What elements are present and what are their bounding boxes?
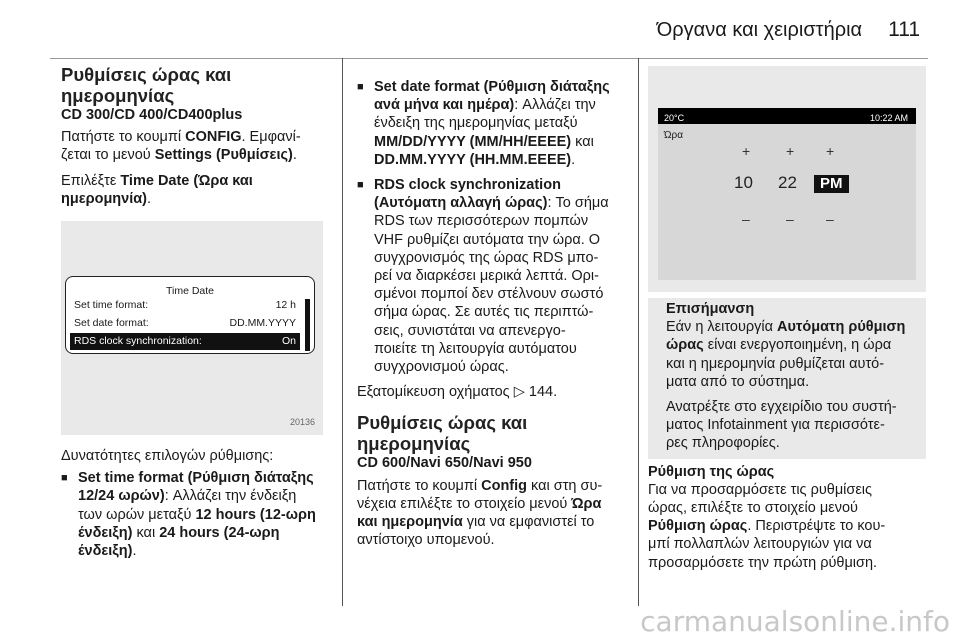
header-title: Όργανα και χειριστήρια (656, 19, 863, 41)
display-title: Time Date (165, 285, 215, 298)
hour-minus-button[interactable]: – (742, 211, 750, 227)
header-rule (50, 58, 928, 59)
ampm-value: PM (814, 175, 849, 193)
paragraph-config-2: Πατήστε το κουμπί Config και στη συ- νέχεια επιλέξτε το στοιχείο μενού Ώρα και ημερομηνία για να εμφανιστεί το αντίστοιχο υπομενού. (357, 477, 603, 549)
clock-readout: 10:22 AM (869, 113, 908, 123)
minute-value: 22 (778, 173, 797, 192)
bullet-time-format: ■ Set time format (Ρύθμιση διάταξης 12/24 ωρών): Αλλάζει την ένδειξη των ωρών μεταξύ 12 hours (12-ωρη ένδειξη) και 24 hours (24-ωρη ένδειξη). (61, 469, 333, 560)
paragraph-select: Επιλέξτε Time Date (Ώρα και ημερομηνία). (61, 172, 253, 207)
cross-reference[interactable]: Εξατομίκευση οχήματος ▷ 144. (357, 384, 558, 401)
options-intro: Δυνατότητες επιλογών ρύθμισης: (61, 448, 274, 465)
paragraph-config: Πατήστε το κουμπί CONFIG. Εμφανί- ζεται το μενού Settings (Ρυθμίσεις). (61, 129, 301, 164)
column-3 (648, 66, 928, 572)
column-1 (61, 64, 333, 560)
page-number: 111 (888, 18, 920, 41)
column-divider-2 (638, 58, 639, 606)
figure-number: 20136 (289, 416, 315, 427)
hour-value: 10 (734, 173, 753, 192)
time-screen (658, 108, 916, 280)
time-date-figure (61, 221, 323, 435)
display-scrollbar (305, 299, 310, 351)
column-divider-1 (342, 58, 343, 606)
section-heading: Ρυθμίσεις ώρας και ημερομηνίας (61, 64, 232, 106)
note-box (648, 298, 926, 459)
screen-menu-title: Ώρα (664, 130, 683, 141)
temperature-readout: 20°C (664, 113, 685, 123)
paragraph-time-setting: Για να προσαρμόσετε τις ρυθμίσεις ώρας, επιλέξτε το στοιχείο μενού Ρύθμιση ώρας. Περιστρέψτε το κου- μπί πολλαπλών λειτουργιών για να προσαρμόσετε την πρώτη ρύθμιση. (648, 481, 886, 571)
note-paragraph-1: Εάν η λειτουργία Αυτόματη ρύθμιση ώρας είναι ενεργοποιημένη, η ώρα και η ημερομηνία ρυθμίζεται αυτό- ματα από το σύστημα. (666, 319, 906, 390)
bullet-rds-sync: ■ RDS clock synchronization (Αυτόματη αλλαγή ώρας): Το σήμα RDS των περισσότερων πομπών VHF ρυθμίζει αυτόματα την ώρα. Ο συγχρονισμός της ώρας RDS μπο- ρεί να διαρκέσει μερικά λεπτά. Ορι- σμένοι πομποί δεν στέλνουν σωστό σήμα ώρας. Σε αυτές τις περιπτώ- σεις, συνιστάται να απενεργο- ποιείτε τη λειτουργία αυτόματου συγχρονισμού ώρας. (357, 176, 633, 376)
model-subheading-2: CD 600/Navi 650/Navi 950 (357, 455, 532, 472)
time-date-display (65, 276, 315, 354)
ampm-minus-button[interactable]: – (826, 211, 834, 227)
setting-row-time-format[interactable]: Set time format: 12 h (74, 299, 296, 312)
page-header (0, 18, 920, 42)
watermark: carmanualsonline.info (640, 605, 950, 638)
model-subheading: CD 300/CD 400/CD400plus (61, 107, 243, 123)
hour-plus-button[interactable]: + (742, 143, 751, 159)
xref-arrow-icon: ▷ (513, 384, 525, 401)
bullet-date-format: ■ Set date format (Ρύθμιση διάταξης ανά μήνα και ημέρα): Αλλάζει την ένδειξη της ημερομηνίας μεταξύ MM/DD/YYYY (MM/HH/EEEE) και DD.MM.YYYY (HH.MM.EEEE). (357, 78, 633, 169)
time-screen-figure (648, 66, 926, 292)
time-setting-subheading: Ρύθμιση της ώρας (648, 463, 775, 480)
column-2 (357, 78, 633, 549)
ampm-plus-button[interactable]: + (826, 143, 835, 159)
minute-minus-button[interactable]: – (786, 211, 794, 227)
minute-plus-button[interactable]: + (786, 143, 795, 159)
setting-row-date-format[interactable]: Set date format: DD.MM.YYYY (74, 317, 296, 330)
section-heading-2: Ρυθμίσεις ώρας και ημερομηνίας (357, 412, 528, 455)
note-title: Επισήμανση (666, 301, 755, 317)
note-paragraph-2: Ανατρέξτε στο εγχειρίδιο του συστή- ματος Infotainment για περισσότε- ρες πληροφορίες. (666, 399, 897, 452)
setting-row-rds-sync[interactable]: RDS clock synchronization: On (70, 333, 300, 350)
